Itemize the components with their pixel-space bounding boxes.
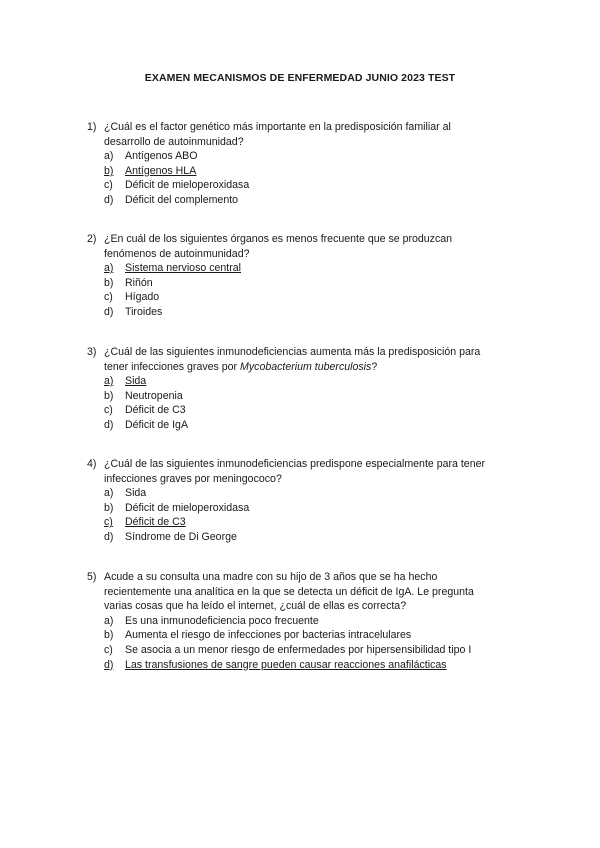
question-stem: ¿Cuál de las siguientes inmunodeficiencias aumenta más la predisposición para tener infecciones graves por Mycobacterium tuberculosis?	[104, 346, 481, 373]
option-d: d) Tiroides	[104, 305, 163, 318]
option-a: a) Antígenos ABO	[104, 150, 198, 163]
question-2	[87, 232, 487, 320]
option-c: c) Déficit de mieloperoxidasa	[104, 179, 250, 192]
option-b-correct: b) Antígenos HLA	[104, 164, 197, 177]
question-number: 2)	[87, 233, 97, 245]
option-a-correct: a) Sida	[104, 375, 147, 388]
option-b: b) Aumenta el riesgo de infecciones por bacterias intracelulares	[104, 629, 412, 642]
question-number: 3)	[87, 346, 97, 358]
question-4	[87, 457, 487, 545]
option-c: c) Hígado	[104, 291, 160, 304]
option-c: c) Déficit de C3	[104, 404, 186, 417]
option-a: a) Sida	[104, 487, 147, 500]
question-1	[87, 120, 487, 208]
organism-name: Mycobacterium tuberculosis	[240, 360, 372, 373]
option-b: b) Neutropenia	[104, 389, 183, 402]
question-5	[87, 570, 497, 672]
option-d: d) Déficit del complemento	[104, 193, 239, 206]
question-number: 5)	[87, 571, 97, 583]
option-a: a) Es una inmunodeficiencia poco frecuente	[104, 614, 319, 627]
question-number: 4)	[87, 458, 97, 470]
option-b: b) Riñón	[104, 276, 153, 289]
option-b: b) Déficit de mieloperoxidasa	[104, 501, 250, 514]
option-c: c) Se asocia a un menor riesgo de enfermedades por hipersensibilidad tipo I	[104, 643, 472, 656]
question-stem: ¿Cuál de las siguientes inmunodeficiencias predispone especialmente para tener infecciones graves por meningococo?	[104, 458, 486, 485]
option-a-correct: a) Sistema nervioso central	[104, 262, 241, 275]
options-list	[104, 149, 487, 207]
question-3	[87, 345, 487, 433]
page-title: EXAMEN MECANISMOS DE ENFERMEDAD JUNIO 2023 TEST	[144, 72, 456, 84]
option-d: d) Síndrome de Di George	[104, 530, 237, 543]
options-list	[104, 374, 487, 432]
question-number: 1)	[87, 121, 97, 133]
question-stem: ¿En cuál de los siguientes órganos es menos frecuente que se produzcan fenómenos de autoinmunidad?	[104, 233, 453, 260]
question-stem: Acude a su consulta una madre con su hijo de 3 años que se ha hecho recientemente una analítica en la que se detecta un déficit de IgA. Le pregunta varias cosas que ha leído el internet, ¿cuál de ellas es correcta?	[104, 571, 474, 613]
option-d: d) Déficit de IgA	[104, 418, 189, 431]
options-list	[104, 261, 487, 319]
option-d-correct: d) Las transfusiones de sangre pueden causar reacciones anafilácticas	[104, 658, 447, 671]
options-list	[104, 486, 487, 544]
options-list	[104, 614, 497, 672]
option-c-correct: c) Déficit de C3	[104, 516, 186, 529]
question-stem: ¿Cuál es el factor genético más importante en la predisposición familiar al desarrollo de autoinmunidad?	[104, 121, 451, 148]
